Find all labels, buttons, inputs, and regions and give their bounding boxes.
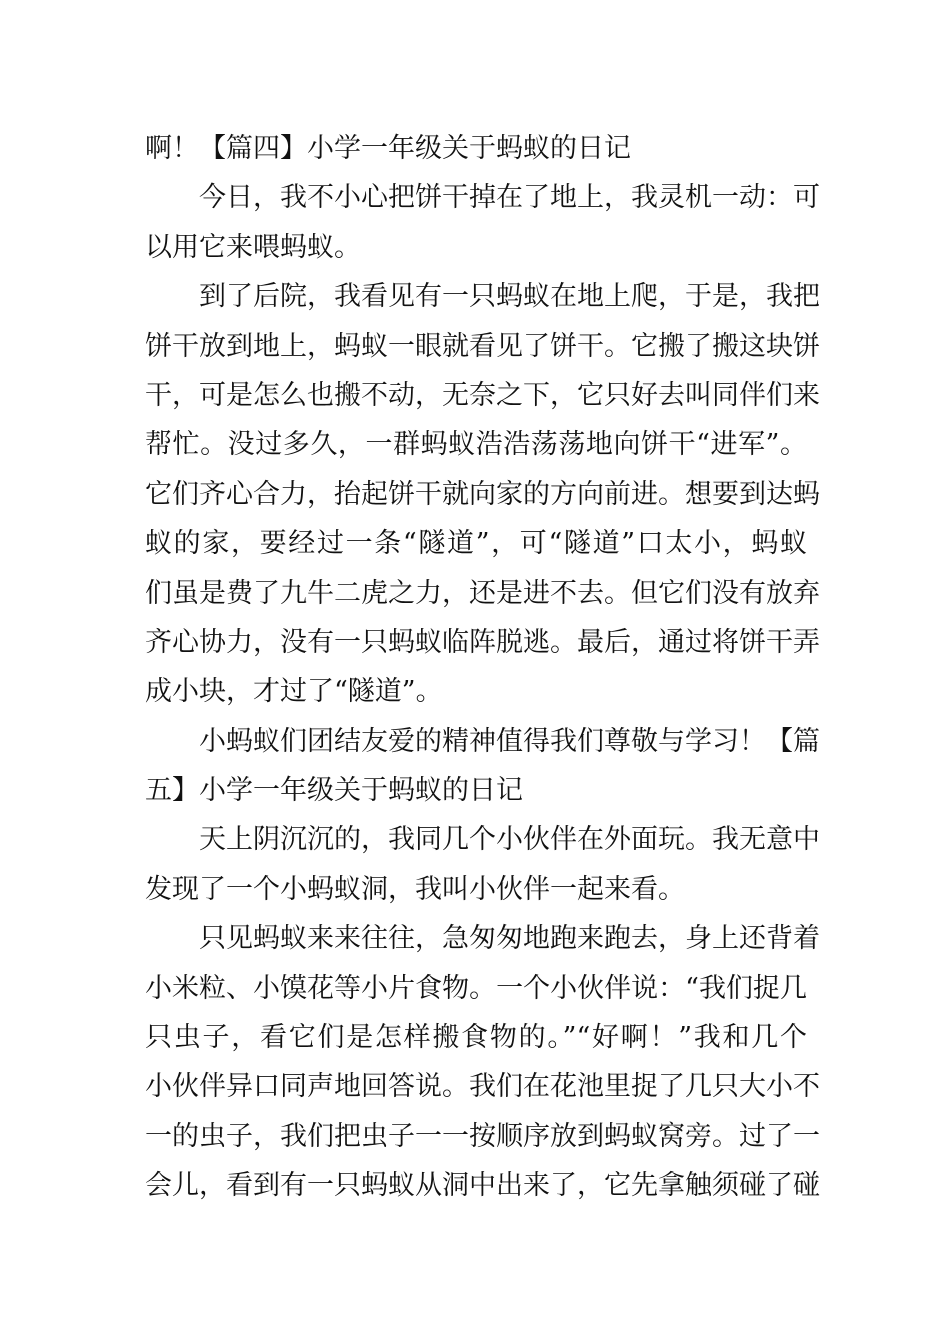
text-line: 们虽是费了九牛二虎之力，还是进不去。但它们没有放弃 — [145, 577, 820, 609]
text-line: 只虫子，看它们是怎样搬食物的。”“好啊！”我和几个 — [145, 1022, 807, 1054]
text-line: 五】小学一年级关于蚂蚁的日记 — [145, 775, 523, 807]
text-line: 齐心协力，没有一只蚂蚁临阵脱逃。最后，通过将饼干弄 — [145, 626, 820, 658]
text-line: 干，可是怎么也搬不动，无奈之下，它只好去叫同伴们来 — [145, 379, 820, 411]
text-line: 以用它来喂蚂蚁。 — [145, 231, 361, 263]
text-line: 会儿，看到有一只蚂蚁从洞中出来了，它先拿触须碰了碰 — [145, 1170, 820, 1202]
text-line: 它们齐心合力，抬起饼干就向家的方向前进。想要到达蚂 — [145, 478, 820, 510]
text-line: 帮忙。没过多久，一群蚂蚁浩浩荡荡地向饼干“进军”。 — [145, 429, 807, 461]
text-line: 蚁的家，要经过一条“隧道”，可“隧道”口太小，蚂蚁 — [145, 528, 807, 560]
document-body — [145, 124, 820, 1211]
text-line: 小伙伴异口同声地回答说。我们在花池里捉了几只大小不 — [145, 1071, 820, 1103]
text-line: 啊！【篇四】小学一年级关于蚂蚁的日记 — [145, 133, 631, 164]
text-line: 饼干放到地上，蚂蚁一眼就看见了饼干。它搬了搬这块饼 — [145, 330, 820, 362]
text-line: 小蚂蚁们团结友爱的精神值得我们尊敬与学习！【篇 — [199, 725, 820, 757]
text-line: 一的虫子，我们把虫子一一按顺序放到蚂蚁窝旁。过了一 — [145, 1120, 820, 1152]
text-line: 天上阴沉沉的，我同几个小伙伴在外面玩。我无意中 — [199, 824, 820, 856]
text-line: 小米粒、小馍花等小片食物。一个小伙伴说：“我们捉几 — [145, 972, 807, 1004]
text-line: 成小块，才过了“隧道”。 — [145, 676, 443, 708]
text-line: 只见蚂蚁来来往往，急匆匆地跑来跑去，身上还背着 — [199, 923, 820, 955]
text-line: 今日，我不小心把饼干掉在了地上，我灵机一动：可 — [199, 182, 820, 214]
text-line: 到了后院，我看见有一只蚂蚁在地上爬，于是，我把 — [199, 281, 820, 313]
text-line: 发现了一个小蚂蚁洞，我叫小伙伴一起来看。 — [145, 873, 685, 905]
